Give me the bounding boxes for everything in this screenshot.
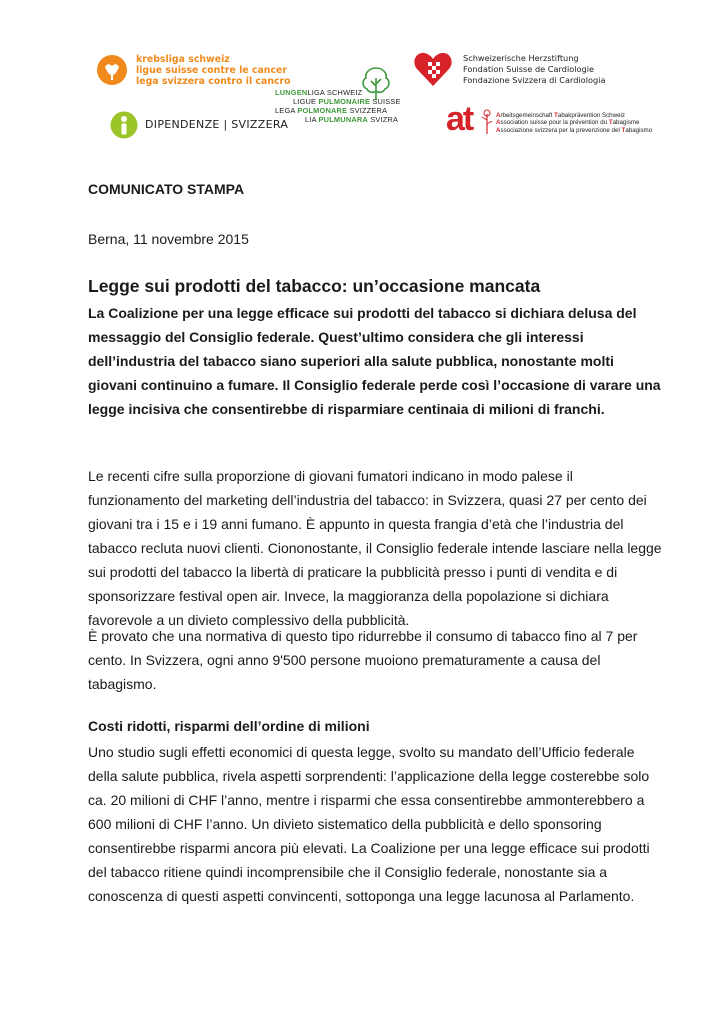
krebsliga-line-3: lega svizzera contro il cancro [136, 76, 291, 87]
body-line: funzionamento del marketing dell’industria del tabacco: in Svizzera, quasi 27 per cento dei [88, 492, 647, 508]
paragraph-1 [88, 464, 662, 632]
plant-icon [480, 108, 494, 134]
body-line: della salute pubblica, rivela aspetti sorprendenti: l’applicazione della legge costerebbe solo [88, 768, 650, 784]
dateline: Berna, 11 novembre 2015 [88, 231, 249, 247]
lungenliga-line-3: LEGA POLMONARE SVIZZERA [275, 106, 388, 115]
article-lead [88, 301, 661, 421]
at-line-2: Association suisse pour la prévention du Tabagisme [496, 119, 640, 127]
herzstiftung-line-3: Fondazione Svizzera di Cardiologia [463, 75, 606, 85]
at-line-3: Associazione svizzera per la prevenzione del Tabagismo [496, 126, 653, 134]
paragraph-2 [88, 624, 638, 696]
lead-line: La Coalizione per una legge efficace sui prodotti del tabacco si dichiara delusa del [88, 305, 637, 321]
body-line: Le recenti cifre sulla proporzione di giovani fumatori indicano in modo palese il [88, 468, 573, 484]
dipendenze-circle-icon [110, 111, 138, 139]
body-line: 600 milioni di CHF l’anno. Un divieto sistematico della pubblicità e dello sponsoring [88, 816, 602, 832]
body-line: conoscenza di questi aspetti convincenti, sottoponga una legge lacunosa al Parlamento. [88, 888, 635, 904]
lead-line: giovani continuino a fumare. Il Consiglio federale perde così l’occasione di varare una [88, 377, 661, 393]
krebsliga-line-1: krebsliga schweiz [136, 54, 230, 65]
lungenliga-line-2: LIGUE PULMONAIRE SUISSE [293, 97, 401, 106]
krebsliga-line-2: ligue suisse contre le cancer [136, 65, 288, 76]
body-line: tabagismo. [88, 676, 157, 692]
body-line: del tabacco ritiene quindi incomprensibile che il Consiglio federale, nonostante sia a [88, 864, 608, 880]
body-line: Uno studio sugli effetti economici di questa legge, svolto su mandato dell’Ufficio federale [88, 744, 635, 760]
lead-line: legge incisiva che consentirebbe di risparmiare centinaia di milioni di franchi. [88, 401, 605, 417]
press-release-label: COMUNICATO STAMPA [88, 181, 245, 197]
body-line: sponsorizzare festival open air. Invece, la maggioranza della popolazione si dichiara [88, 588, 609, 604]
lead-line: messaggio del Consiglio federale. Quest’ultimo considera che gli interessi [88, 329, 584, 345]
body-line: sui prodotti del tabacco la libertà di praticare la pubblicità presso i punti di vendita e di [88, 564, 618, 580]
body-line: cento. In Svizzera, ogni anno 9'500 persone muoiono prematuramente a causa del [88, 652, 601, 668]
article-title: Legge sui prodotti del tabacco: un’occasione mancata [88, 276, 541, 296]
at-mark: at [446, 100, 473, 138]
paragraph-3 [88, 740, 650, 908]
body-line: giovani tra i 15 e i 19 anni fumano. È appunto in questa frangia d’età che l’industria del [88, 516, 624, 532]
lead-line: dell’industria del tabacco siano superiori alla salute pubblica, nonostante molti [88, 353, 614, 369]
body-line: tabacco recluta nuovi clienti. Ciononostante, il Consiglio federale intende lasciare nella legge [88, 540, 662, 556]
heart-icon [413, 50, 453, 88]
body-line: consentirebbe risparmi ancora più elevati. La Coalizione per una legge efficace sui prodotti [88, 840, 650, 856]
body-line: È provato che una normativa di questo tipo ridurrebbe il consumo di tabacco fino al 7 per [88, 628, 638, 644]
section-subheading: Costi ridotti, risparmi dell’ordine di milioni [88, 718, 370, 734]
krebsliga-flower-icon [96, 54, 128, 86]
lungenliga-line-1: LUNGENLIGA SCHWEIZ [275, 88, 363, 97]
body-line: favorevole a un divieto complessivo della pubblicità. [88, 612, 410, 628]
dipendenze-wordmark: DIPENDENZE | SVIZZERA [145, 118, 289, 131]
lungenliga-line-4: LIA PULMUNARA SVIZRA [305, 115, 399, 124]
herzstiftung-line-2: Fondation Suisse de Cardiologie [463, 64, 595, 74]
body-line: ca. 20 milioni di CHF l’anno, mentre i risparmi che essa consentirebbe ammonterebbero a [88, 792, 645, 808]
herzstiftung-line-1: Schweizerische Herzstiftung [463, 53, 579, 63]
at-line-1: Arbeitsgemeinschaft Tabakprävention Schweiz [496, 112, 625, 119]
